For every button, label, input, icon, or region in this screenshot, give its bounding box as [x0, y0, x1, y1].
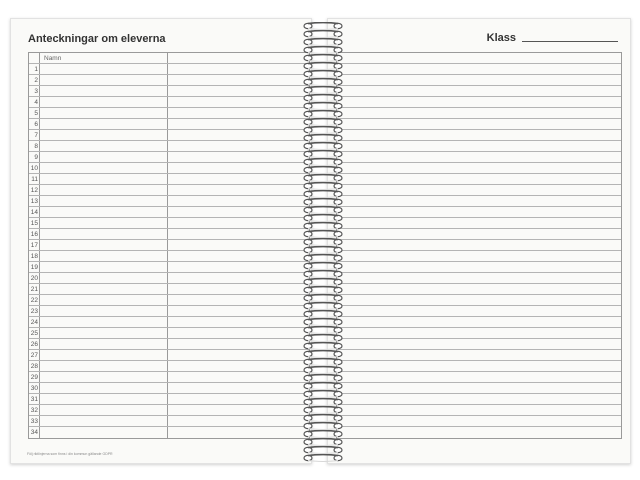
- spiral-coil: [300, 190, 346, 198]
- name-cell: [40, 218, 168, 228]
- name-cell: [40, 251, 168, 261]
- table-row: [29, 240, 309, 251]
- ruled-line: [337, 119, 621, 130]
- row-number: 23: [30, 308, 38, 315]
- table-row: [29, 383, 309, 394]
- spiral-coil: [300, 134, 346, 142]
- name-cell: [40, 64, 168, 74]
- table-row: [29, 174, 309, 185]
- note-cell: [168, 350, 309, 360]
- name-cell: [40, 229, 168, 239]
- ruled-line: [337, 405, 621, 416]
- row-number: 19: [30, 264, 38, 271]
- name-cell: [40, 130, 168, 140]
- name-cell: [40, 141, 168, 151]
- ruled-lines: [336, 52, 622, 439]
- table-row: [29, 251, 309, 262]
- table-row: [29, 185, 309, 196]
- ruled-line: [337, 295, 621, 306]
- ruled-line: [337, 185, 621, 196]
- spiral-coil: [300, 438, 346, 446]
- ruled-line: [337, 64, 621, 75]
- ruled-line: [337, 152, 621, 163]
- table-row: [29, 207, 309, 218]
- row-number: 9: [29, 152, 40, 162]
- spiral-coil: [300, 390, 346, 398]
- spiral-coil: [300, 286, 346, 294]
- spiral-coil: [300, 102, 346, 110]
- spiral-coil: [300, 326, 346, 334]
- note-cell: [168, 218, 309, 228]
- note-cell: [168, 306, 309, 316]
- spiral-coil: [300, 454, 346, 462]
- spiral-coil: [300, 302, 346, 310]
- name-column-header: Namn: [40, 53, 168, 63]
- name-cell: [40, 207, 168, 217]
- row-number: 4: [29, 97, 40, 107]
- note-cell: [168, 119, 309, 129]
- row-number: 21: [30, 286, 38, 293]
- table-row: [29, 86, 309, 97]
- note-cell: [168, 97, 309, 107]
- name-cell: [40, 75, 168, 85]
- table-row: [29, 130, 309, 141]
- row-number: 30: [30, 385, 38, 392]
- spiral-coil: [300, 350, 346, 358]
- spiral-coil: [300, 270, 346, 278]
- table-row: [29, 416, 309, 427]
- row-number: 28: [30, 363, 38, 370]
- table-row: [29, 361, 309, 372]
- table-row: [29, 218, 309, 229]
- table-row: [29, 196, 309, 207]
- table-row: [29, 141, 309, 152]
- spiral-coil: [300, 214, 346, 222]
- name-cell: [40, 306, 168, 316]
- row-number: 20: [30, 275, 38, 282]
- spiral-coil: [300, 46, 346, 54]
- name-cell: [40, 284, 168, 294]
- name-cell: [40, 416, 168, 426]
- spiral-coil: [300, 166, 346, 174]
- row-number: 14: [30, 209, 38, 216]
- note-cell: [168, 229, 309, 239]
- ruled-line: [337, 86, 621, 97]
- ruled-line: [337, 163, 621, 174]
- table-row: [29, 119, 309, 130]
- spiral-coil: [300, 254, 346, 262]
- table-row: [29, 394, 309, 405]
- spiral-coil: [300, 142, 346, 150]
- spiral-coil: [300, 182, 346, 190]
- note-cell: [168, 416, 309, 426]
- table-row: [29, 295, 309, 306]
- ruled-line: [337, 97, 621, 108]
- spiral-coil: [300, 54, 346, 62]
- spiral-coil: [300, 382, 346, 390]
- left-page: [10, 18, 312, 464]
- note-cell: [168, 328, 309, 338]
- spiral-coil: [300, 198, 346, 206]
- name-cell: [40, 185, 168, 195]
- row-number: 8: [29, 141, 40, 151]
- name-cell: [40, 372, 168, 382]
- ruled-line: [337, 108, 621, 119]
- name-cell: [40, 119, 168, 129]
- note-cell: [168, 372, 309, 382]
- spiral-coil: [300, 70, 346, 78]
- note-cell: [168, 394, 309, 404]
- spiral-coil: [300, 126, 346, 134]
- spiral-coil: [300, 110, 346, 118]
- ruled-line: [337, 339, 621, 350]
- row-number: 22: [30, 297, 38, 304]
- note-cell: [168, 251, 309, 261]
- name-cell: [40, 427, 168, 438]
- note-cell: [168, 262, 309, 272]
- table-header: [29, 53, 309, 64]
- note-cell: [168, 383, 309, 393]
- note-cell: [168, 185, 309, 195]
- spiral-coil: [300, 38, 346, 46]
- ruled-line: [337, 306, 621, 317]
- row-number: 16: [30, 231, 38, 238]
- ruled-line: [337, 130, 621, 141]
- ruled-line: [337, 262, 621, 273]
- ruled-line: [337, 273, 621, 284]
- table-row: [29, 306, 309, 317]
- table-row: [29, 64, 309, 75]
- table-row: [29, 273, 309, 284]
- ruled-line: [337, 141, 621, 152]
- student-notes-table: [28, 52, 310, 439]
- table-row: [29, 317, 309, 328]
- name-cell: [40, 262, 168, 272]
- ruled-line: [337, 394, 621, 405]
- note-cell: [168, 405, 309, 415]
- ruled-line: [337, 350, 621, 361]
- table-row: [29, 339, 309, 350]
- name-cell: [40, 317, 168, 327]
- spiral-coil: [300, 150, 346, 158]
- table-row: [29, 372, 309, 383]
- spiral-coil: [300, 358, 346, 366]
- spiral-coil: [300, 118, 346, 126]
- row-number: 12: [30, 187, 38, 194]
- ruled-line: [337, 218, 621, 229]
- row-number: 13: [30, 198, 38, 205]
- page-title: Anteckningar om eleverna: [28, 33, 166, 45]
- ruled-line: [337, 229, 621, 240]
- spiral-coil: [300, 342, 346, 350]
- row-number: 7: [29, 130, 40, 140]
- table-row: [29, 328, 309, 339]
- spiral-coil: [300, 294, 346, 302]
- table-row: [29, 427, 309, 438]
- ruled-line: [337, 427, 621, 438]
- notes-column-header: [168, 53, 309, 63]
- spiral-coil: [300, 366, 346, 374]
- spiral-coil: [300, 246, 346, 254]
- name-cell: [40, 295, 168, 305]
- right-page: [327, 18, 631, 464]
- table-row: [29, 284, 309, 295]
- spiral-coil: [300, 278, 346, 286]
- name-cell: [40, 86, 168, 96]
- name-cell: [40, 383, 168, 393]
- row-number: 5: [29, 108, 40, 118]
- ruled-line: [337, 53, 621, 64]
- name-cell: [40, 174, 168, 184]
- row-number: 11: [29, 174, 40, 184]
- spiral-coil: [300, 406, 346, 414]
- table-row: [29, 229, 309, 240]
- name-cell: [40, 394, 168, 404]
- ruled-line: [337, 251, 621, 262]
- name-cell: [40, 152, 168, 162]
- row-number: 6: [29, 119, 40, 129]
- row-number: 1: [29, 64, 40, 74]
- spiral-coil: [300, 430, 346, 438]
- note-cell: [168, 196, 309, 206]
- spiral-coil: [300, 62, 346, 70]
- ruled-line: [337, 372, 621, 383]
- ruled-line: [337, 361, 621, 372]
- table-row: [29, 262, 309, 273]
- row-number: 34: [30, 429, 38, 436]
- row-number: 29: [30, 374, 38, 381]
- ruled-line: [337, 196, 621, 207]
- note-cell: [168, 240, 309, 250]
- spiral-coil: [300, 30, 346, 38]
- name-cell: [40, 405, 168, 415]
- ruled-line: [337, 75, 621, 86]
- row-number: 31: [30, 396, 38, 403]
- row-number: 17: [30, 242, 38, 249]
- spiral-coil: [300, 398, 346, 406]
- ruled-line: [337, 174, 621, 185]
- ruled-line: [337, 328, 621, 339]
- table-row: [29, 350, 309, 361]
- spiral-coil: [300, 334, 346, 342]
- note-cell: [168, 152, 309, 162]
- row-number: 32: [30, 407, 38, 414]
- note-cell: [168, 141, 309, 151]
- note-cell: [168, 284, 309, 294]
- spiral-coil: [300, 446, 346, 454]
- spiral-coil: [300, 318, 346, 326]
- spiral-coil: [300, 262, 346, 270]
- note-cell: [168, 174, 309, 184]
- note-cell: [168, 163, 309, 173]
- ruled-line: [337, 240, 621, 251]
- class-blank-line: [522, 40, 618, 42]
- row-number: 27: [30, 352, 38, 359]
- ruled-line: [337, 416, 621, 427]
- name-cell: [40, 240, 168, 250]
- name-cell: [40, 163, 168, 173]
- class-field: [487, 32, 618, 44]
- table-row: [29, 405, 309, 416]
- table-row: [29, 75, 309, 86]
- ruled-line: [337, 207, 621, 218]
- spiral-binding: [300, 18, 346, 462]
- spiral-coil: [300, 174, 346, 182]
- gdpr-footnote: Följ riktlinjerna som finns i din kommun gällande GDPR: [27, 452, 113, 456]
- ruled-line: [337, 383, 621, 394]
- spiral-coil: [300, 310, 346, 318]
- spiral-coil: [300, 86, 346, 94]
- row-number: 15: [30, 220, 38, 227]
- name-cell: [40, 350, 168, 360]
- note-cell: [168, 86, 309, 96]
- name-cell: [40, 339, 168, 349]
- note-cell: [168, 339, 309, 349]
- note-cell: [168, 361, 309, 371]
- ruled-line: [337, 317, 621, 328]
- note-cell: [168, 108, 309, 118]
- spiral-coil: [300, 374, 346, 382]
- spiral-coil: [300, 22, 346, 30]
- row-number: 3: [29, 86, 40, 96]
- name-cell: [40, 361, 168, 371]
- table-row: [29, 163, 309, 174]
- spiral-coil: [300, 158, 346, 166]
- spiral-coil: [300, 414, 346, 422]
- name-cell: [40, 328, 168, 338]
- table-row: [29, 97, 309, 108]
- spiral-coil: [300, 206, 346, 214]
- spiral-coil: [300, 222, 346, 230]
- name-cell: [40, 273, 168, 283]
- table-row: [29, 108, 309, 119]
- ruled-line: [337, 284, 621, 295]
- spiral-coil: [300, 78, 346, 86]
- name-cell: [40, 196, 168, 206]
- number-column-header: [29, 53, 40, 63]
- table-row: [29, 152, 309, 163]
- note-cell: [168, 75, 309, 85]
- spiral-coil: [300, 238, 346, 246]
- note-cell: [168, 273, 309, 283]
- row-number: 24: [30, 319, 38, 326]
- row-number: 18: [30, 253, 38, 260]
- note-cell: [168, 317, 309, 327]
- row-number: 10: [30, 165, 38, 172]
- spiral-coil: [300, 422, 346, 430]
- note-cell: [168, 64, 309, 74]
- spiral-coil: [300, 230, 346, 238]
- note-cell: [168, 427, 309, 438]
- name-cell: [40, 97, 168, 107]
- note-cell: [168, 130, 309, 140]
- row-number: 25: [30, 330, 38, 337]
- spiral-coil: [300, 94, 346, 102]
- note-cell: [168, 207, 309, 217]
- note-cell: [168, 295, 309, 305]
- name-cell: [40, 108, 168, 118]
- class-label: Klass: [486, 32, 516, 44]
- row-number: 2: [29, 75, 40, 85]
- row-number: 33: [30, 418, 38, 425]
- row-number: 26: [30, 341, 38, 348]
